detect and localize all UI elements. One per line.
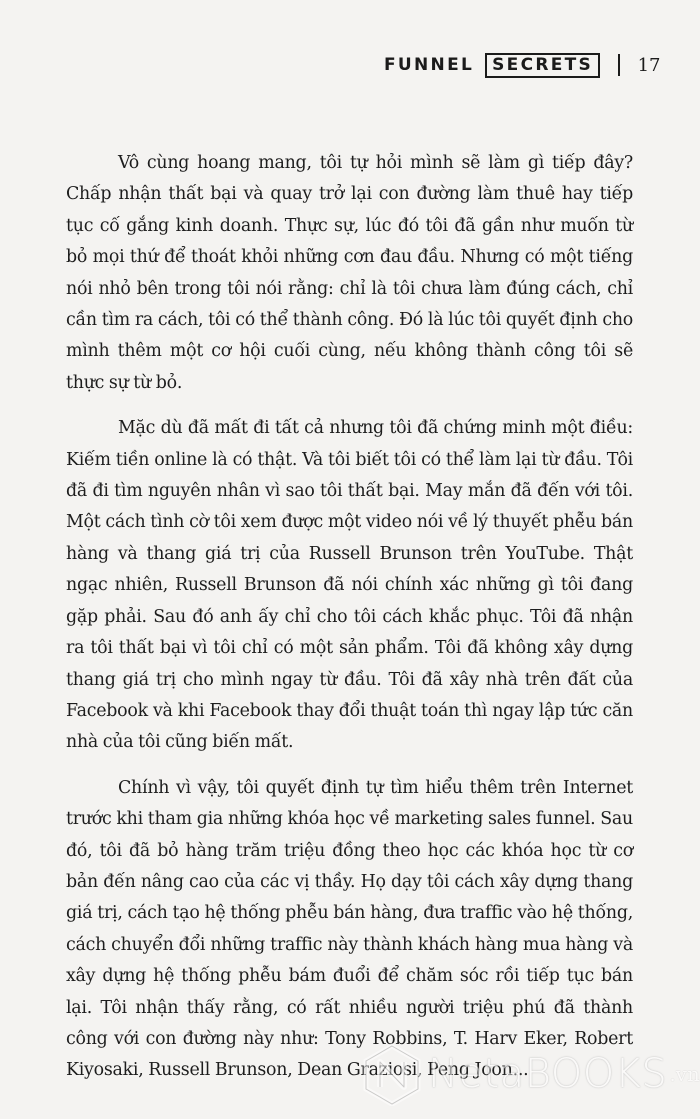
running-header [384, 50, 661, 80]
paragraph-1: Vô cùng hoang mang, tôi tự hỏi mình sẽ làm gì tiếp đây? Chấp nhận thất bại và quay trở lại con đường làm thuê hay tiếp tục cố gắng kinh doanh. Thực sự, lúc đó tôi đã gần như muốn từ bỏ mọi thứ để thoát khỏi những cơn đau đầu. Nhưng có một tiếng nói nhỏ bên trong tôi nói rằng: chỉ là tôi chưa làm đúng cách, chỉ cần tìm ra cách, tôi có thể thành công. Đó là lúc tôi quyết định cho mình thêm một cơ hội cuối cùng, nếu không thành công tôi sẽ thực sự từ bỏ. [66, 153, 633, 393]
page-number: 17 [637, 54, 661, 76]
netabooks-logo-icon [360, 1042, 424, 1106]
header-title-left: FUNNEL [384, 55, 475, 75]
watermark-suffix: .vn [669, 1062, 700, 1086]
header-divider [618, 54, 620, 76]
header-title-boxed: SECRETS [485, 53, 600, 78]
body-text [66, 148, 633, 1101]
paragraph-2: Mặc dù đã mất đi tất cả nhưng tôi đã chứng minh một điều: Kiếm tiền online là có thật. Và tôi biết tôi có thể làm lại từ đầu. Tôi đã đi tìm nguyên nhân vì sao tôi thất bại. May mắn đã đến với tôi. Một cách tình cờ tôi xem được một video nói về lý thuyết phễu bán hàng và thang giá trị của Russell Brunson trên YouTube. Thật ngạc nhiên, Russell Brunson đã nói chính xác những gì tôi đang gặp phải. Sau đó anh ấy chỉ cho tôi cách khắc phục. Tôi đã nhận ra tôi thất bại vì tôi chỉ có một sản phẩm. Tôi đã không xây dựng thang giá trị cho mình ngay từ đầu. Tôi đã xây nhà trên đất của Facebook và khi Facebook thay đổi thuật toán thì ngay lập tức căn nhà của tôi cũng biến mất. [66, 418, 633, 753]
paragraph-3: Chính vì vậy, tôi quyết định tự tìm hiểu thêm trên Internet trước khi tham gia những khóa học về marketing sales funnel. Sau đó, tôi đã bỏ hàng trăm triệu đồng theo học các khóa học từ cơ bản đến nâng cao của các vị thầy. Họ dạy tôi cách xây dựng thang giá trị, cách tạo hệ thống phễu bán hàng, đưa traffic vào hệ thống, cách chuyển đổi những traffic này thành khách hàng mua hàng và xây dựng hệ thống phễu bám đuổi để chăm sóc rồi tiếp tục bán lại. Tôi nhận thấy rằng, có rất nhiều người triệu phú đã thành công với con đường này như: Tony Robbins, T. Harv Eker, Robert Kiyosaki, Russell Brunson, Dean Graziosi, Peng Joon... [66, 777, 633, 1081]
watermark [360, 1042, 700, 1106]
watermark-brand: NetaBOOKS [428, 1051, 668, 1097]
